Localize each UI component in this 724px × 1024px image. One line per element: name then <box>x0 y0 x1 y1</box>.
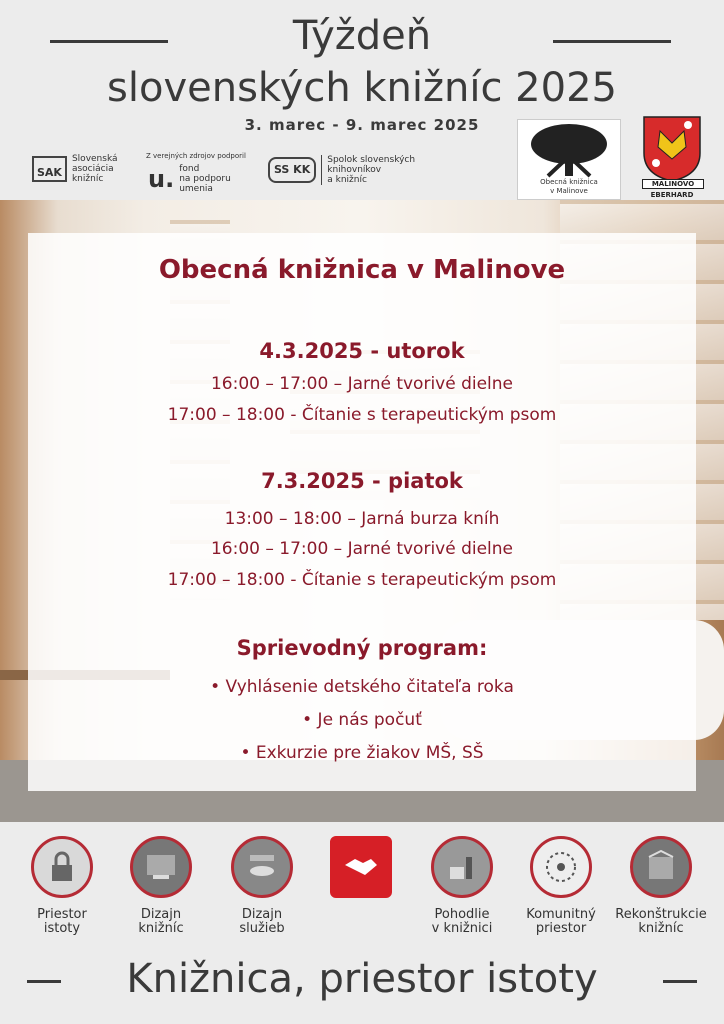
program-title: Sprievodný program: <box>236 636 488 660</box>
fpu-logo <box>148 164 231 194</box>
fpu-top-text: Z verejných zdrojov podporil <box>146 152 246 160</box>
crest-banner: MALINOVO <box>642 179 704 189</box>
library-interior-icon <box>130 836 192 898</box>
library-name: Obecná knižnica v Malinove <box>158 255 566 285</box>
header <box>0 0 724 200</box>
library-tree-logo <box>517 119 621 200</box>
sak-text-2: asociácia <box>71 164 114 174</box>
day-2-title: 7.3.2025 - piatok <box>261 469 463 493</box>
day-1-title: 4.3.2025 - utorok <box>259 339 465 363</box>
community-icon <box>530 836 592 898</box>
icon-label-service-design: Dizajn služieb <box>239 907 285 936</box>
sak-text-1: Slovenská <box>71 154 118 164</box>
sak-text-3: knižníc <box>71 174 104 184</box>
reading-room-icon <box>231 836 293 898</box>
library-logo-line-1: Obecná knižnica <box>540 178 598 186</box>
day-2-event: 13:00 – 18:00 – Jarná burza kníh <box>224 509 500 529</box>
program-item: • Je nás počuť <box>302 710 422 730</box>
sak-logo <box>32 154 118 184</box>
day-2-event: 16:00 – 17:00 – Jarné tvorivé dielne <box>210 539 514 559</box>
program-item: • Exkurzie pre žiakov MŠ, SŠ <box>240 743 484 763</box>
program-panel <box>28 233 696 791</box>
handshake-icon <box>330 836 392 898</box>
fpu-text-1: fond <box>179 164 200 174</box>
municipal-crest <box>640 113 704 201</box>
sskk-mark: SS KK <box>268 157 316 183</box>
renovation-icon <box>630 836 692 898</box>
fpu-text-3: umenia <box>179 184 213 194</box>
icon-label-community: Komunitný priestor <box>526 907 596 936</box>
tree-icon <box>518 120 620 178</box>
program-item: • Vyhlásenie detského čitateľa roka <box>210 677 514 697</box>
event-dates: 3. marec - 9. marec 2025 <box>244 116 480 134</box>
coffee-books-icon <box>431 836 493 898</box>
day-1-event: 17:00 – 18:00 - Čítanie s terapeutickým psom <box>167 405 557 425</box>
fpu-text-2: na podporu <box>179 174 231 184</box>
sskk-text-1: Spolok slovenských <box>327 155 416 165</box>
icon-label-safety: Priestor istoty <box>37 907 87 936</box>
title-line-1: Týždeň <box>292 13 432 59</box>
library-logo-line-2: v Malinove <box>550 187 588 195</box>
icon-label-library-design: Dizajn knižníc <box>138 907 184 936</box>
crest-sub: EBERHARD <box>650 191 694 199</box>
footer-slogan: Knižnica, priestor istoty <box>126 956 598 1002</box>
fpu-mark: u. <box>148 165 175 193</box>
sskk-text-2: knihovníkov <box>327 165 382 175</box>
padlock-icon <box>31 836 93 898</box>
crest-icon <box>640 113 704 183</box>
icon-label-comfort: Pohodlie v knižnici <box>431 907 493 936</box>
sskk-text-3: a knižníc <box>327 175 367 185</box>
title-line-2: slovenských knižníc 2025 <box>107 65 617 111</box>
icon-label-renovation: Rekonštrukcie knižníc <box>615 907 707 936</box>
day-2-event: 17:00 – 18:00 - Čítanie s terapeutickým psom <box>167 570 557 590</box>
day-1-event: 16:00 – 17:00 – Jarné tvorivé dielne <box>210 374 514 394</box>
sak-mark: SAK <box>32 156 67 182</box>
sskk-logo <box>268 155 415 185</box>
